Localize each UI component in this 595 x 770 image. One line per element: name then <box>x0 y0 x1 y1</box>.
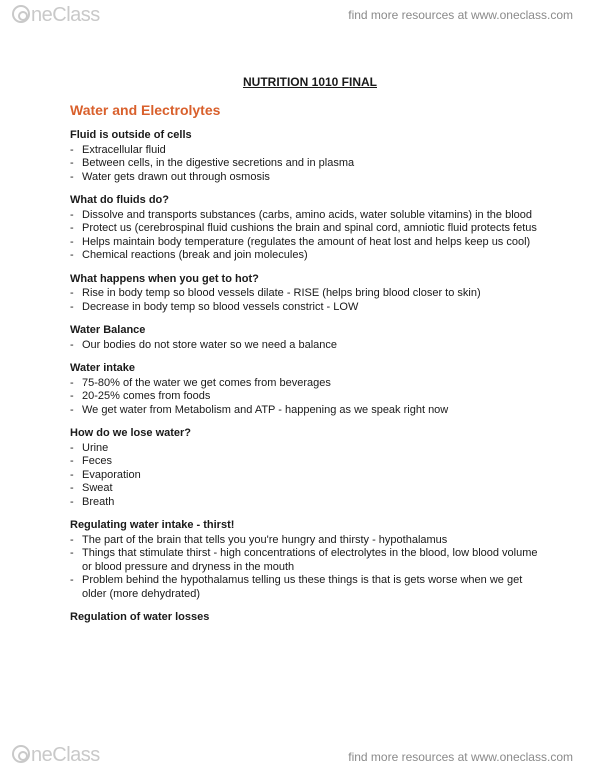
note-section <box>70 129 540 184</box>
list-item <box>70 144 540 158</box>
dash-bullet-icon: - <box>70 468 74 481</box>
dash-bullet-icon: - <box>70 222 74 234</box>
list-item-text: We get water from Metabolism and ATP - happening as we speak right now <box>82 403 449 416</box>
list-item <box>70 157 540 171</box>
list-item <box>70 469 540 483</box>
document-title: NUTRITION 1010 FINAL <box>242 75 377 89</box>
section-heading: Regulation of water losses <box>70 611 210 623</box>
dash-bullet-icon: - <box>70 547 74 559</box>
dash-bullet-icon: - <box>70 235 74 248</box>
bullet-list <box>70 534 540 602</box>
list-item-text: Extracellular fluid <box>82 143 166 156</box>
section-heading: What do fluids do? <box>70 194 169 206</box>
note-section <box>70 273 540 315</box>
list-item-text: 20-25% comes from foods <box>82 390 211 402</box>
list-item <box>70 482 540 496</box>
bullet-list <box>70 144 540 185</box>
list-item-text: Problem behind the hypothalamus telling us these things is that is gets worse when we get older (more dehydrated) <box>82 574 523 600</box>
section-heading: How do we lose water? <box>70 427 192 439</box>
note-section <box>70 427 540 509</box>
list-item <box>70 222 540 236</box>
section-heading: Regulating water intake - thirst! <box>70 519 235 531</box>
note-section <box>70 611 540 625</box>
dash-bullet-icon: - <box>70 455 74 467</box>
oneclass-logo[interactable] <box>12 4 100 26</box>
section-heading: Fluid is outside of cells <box>70 129 192 141</box>
page-footer <box>0 740 595 770</box>
note-section <box>70 362 540 417</box>
header-tagline[interactable]: find more resources at www.oneclass.com <box>348 8 573 22</box>
list-item-text: Chemical reactions (break and join molecules) <box>82 249 308 261</box>
dash-bullet-icon: - <box>70 208 74 221</box>
list-item-text: Things that stimulate thirst - high concentrations of electrolytes in the blood, low blood volume or blood pressure and dryness in the mouth <box>82 547 538 573</box>
list-item <box>70 209 540 223</box>
section-heading: Water intake <box>70 362 136 374</box>
notes-blocks <box>70 129 540 625</box>
list-item-text: Our bodies do not store water so we need a balance <box>82 338 337 351</box>
note-section <box>70 194 540 263</box>
list-item-text: Dissolve and transports substances (carbs, amino acids, water soluble vitamins) in the blood <box>82 208 532 221</box>
dash-bullet-icon: - <box>70 533 74 546</box>
document-body <box>70 76 540 635</box>
list-item-text: Decrease in body temp so blood vessels constrict - LOW <box>82 300 359 313</box>
list-item <box>70 442 540 456</box>
list-item-text: Rise in body temp so blood vessels dilate - RISE (helps bring blood closer to skin) <box>82 287 481 299</box>
bullet-list <box>70 377 540 418</box>
dash-bullet-icon: - <box>70 574 74 586</box>
dash-bullet-icon: - <box>70 376 74 389</box>
note-section <box>70 519 540 601</box>
list-item-text: Helps maintain body temperature (regulates the amount of heat lost and helps keep us cool) <box>82 235 531 248</box>
logo-o-icon <box>12 745 30 763</box>
list-item <box>70 377 540 391</box>
logo-o-icon <box>12 5 30 23</box>
dash-bullet-icon: - <box>70 482 74 494</box>
list-item-text: Protect us (cerebrospinal fluid cushions the brain and spinal cord, amniotic fluid protects fetus <box>82 222 537 234</box>
bullet-list <box>70 339 540 353</box>
list-item-text: Feces <box>82 455 112 467</box>
dash-bullet-icon: - <box>70 390 74 402</box>
section-title: Water and Electrolytes <box>70 101 221 118</box>
section-heading: Water Balance <box>70 324 146 336</box>
dash-bullet-icon: - <box>70 287 74 299</box>
list-item-text: The part of the brain that tells you you're hungry and thirsty - hypothalamus <box>82 533 448 546</box>
list-item <box>70 236 540 250</box>
list-item <box>70 496 540 510</box>
dash-bullet-icon: - <box>70 441 74 454</box>
list-item-text: Water gets drawn out through osmosis <box>82 170 270 183</box>
bullet-list <box>70 442 540 510</box>
list-item-text: Urine <box>82 441 109 454</box>
logo-text: neClass <box>31 4 100 26</box>
dash-bullet-icon: - <box>70 338 74 351</box>
dash-bullet-icon: - <box>70 495 74 508</box>
dash-bullet-icon: - <box>70 170 74 183</box>
list-item <box>70 404 540 418</box>
list-item <box>70 301 540 315</box>
list-item <box>70 339 540 353</box>
list-item-text: Between cells, in the digestive secretions and in plasma <box>82 157 355 169</box>
list-item <box>70 455 540 469</box>
section-heading: What happens when you get to hot? <box>70 272 259 285</box>
logo-text: neClass <box>31 744 100 766</box>
list-item <box>70 390 540 404</box>
list-item-text: 75-80% of the water we get comes from beverages <box>82 376 331 389</box>
dash-bullet-icon: - <box>70 249 74 261</box>
list-item <box>70 171 540 185</box>
bullet-list <box>70 287 540 314</box>
footer-tagline[interactable]: find more resources at www.oneclass.com <box>348 750 573 764</box>
oneclass-logo-footer[interactable] <box>12 744 100 766</box>
dash-bullet-icon: - <box>70 157 74 169</box>
bullet-list <box>70 209 540 263</box>
logo-wordmark <box>12 744 100 766</box>
dash-bullet-icon: - <box>70 300 74 313</box>
logo-wordmark <box>12 4 100 26</box>
list-item-text: Evaporation <box>82 468 141 481</box>
list-item <box>70 287 540 301</box>
list-item-text: Breath <box>82 495 115 508</box>
list-item-text: Sweat <box>82 482 113 494</box>
list-item <box>70 534 540 548</box>
dash-bullet-icon: - <box>70 403 74 416</box>
list-item <box>70 249 540 263</box>
dash-bullet-icon: - <box>70 143 74 156</box>
list-item <box>70 574 540 601</box>
list-item <box>70 547 540 574</box>
note-section <box>70 324 540 352</box>
page-header <box>0 0 595 30</box>
